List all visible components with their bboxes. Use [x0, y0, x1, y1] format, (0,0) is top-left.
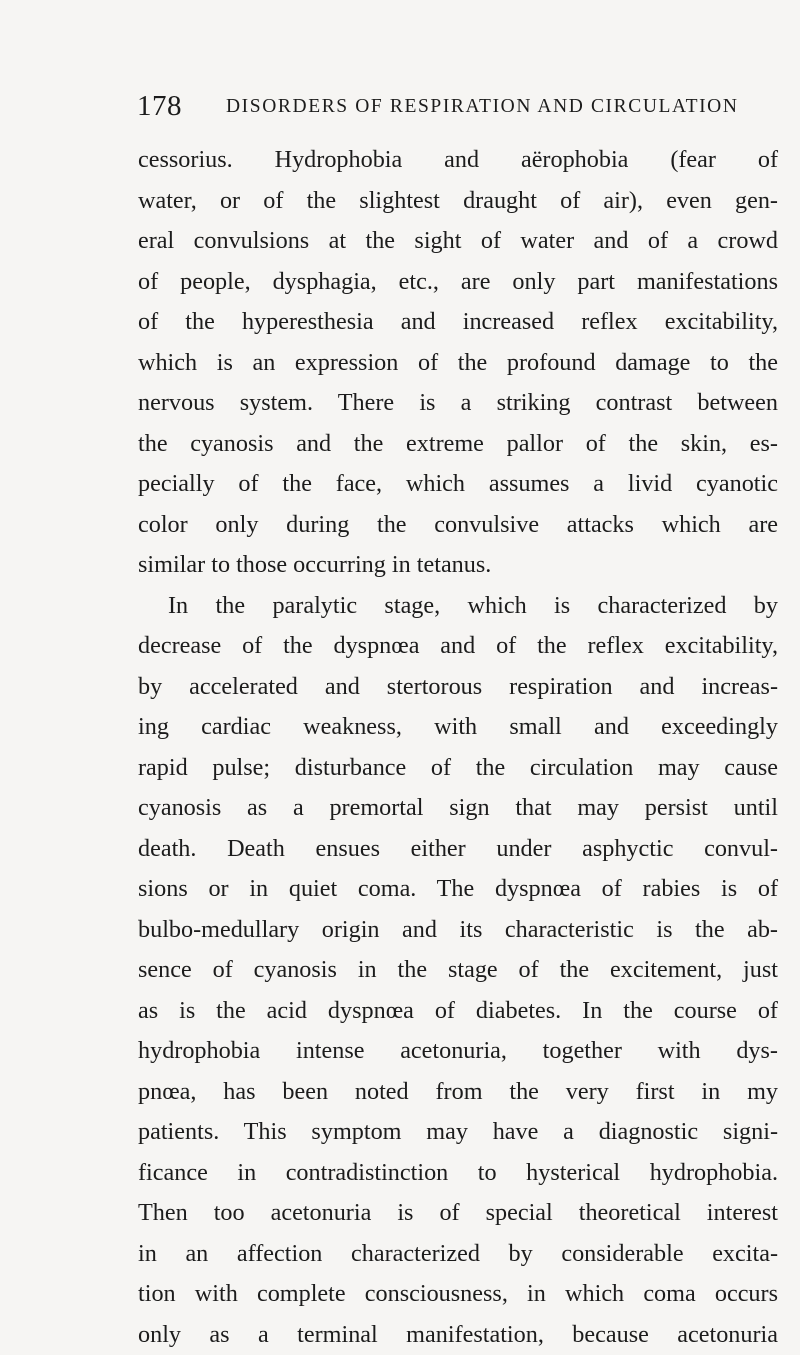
text-line: patients. This symptom may have a diagnostic signi- [138, 1112, 778, 1153]
text-line: water, or of the slightest draught of air), even gen- [138, 181, 778, 222]
text-line-paragraph-end: similar to those occurring in tetanus. [138, 545, 778, 586]
text-line: by accelerated and stertorous respiration and increas- [138, 667, 778, 708]
text-line: as is the acid dyspnœa of diabetes. In the course of [138, 991, 778, 1032]
text-line: only as a terminal manifestation, because acetonuria [138, 1315, 778, 1355]
text-line: Then too acetonuria is of special theoretical interest [138, 1193, 778, 1234]
text-line: sions or in quiet coma. The dyspnœa of rabies is of [138, 869, 778, 910]
text-line: eral convulsions at the sight of water and of a crowd [138, 221, 778, 262]
text-line: color only during the convulsive attacks which are [138, 505, 778, 546]
text-line: tion with complete consciousness, in which coma occurs [138, 1274, 778, 1315]
text-line: death. Death ensues either under asphyctic convul- [138, 829, 778, 870]
page-number: 178 [137, 88, 182, 124]
text-line: nervous system. There is a striking contrast between [138, 383, 778, 424]
text-line: bulbo-medullary origin and its characteristic is the ab- [138, 910, 778, 951]
text-line: pecially of the face, which assumes a livid cyanotic [138, 464, 778, 505]
text-line: which is an expression of the profound damage to the [138, 343, 778, 384]
text-line: cessorius. Hydrophobia and aërophobia (fear of [138, 140, 778, 181]
text-line: of people, dysphagia, etc., are only part manifestations [138, 262, 778, 303]
text-line: ficance in contradistinction to hysterical hydrophobia. [138, 1153, 778, 1194]
body-text [138, 140, 778, 1355]
text-line: ing cardiac weakness, with small and exceedingly [138, 707, 778, 748]
running-head [137, 88, 757, 128]
text-line: cyanosis as a premortal sign that may persist until [138, 788, 778, 829]
text-line: the cyanosis and the extreme pallor of the skin, es- [138, 424, 778, 465]
text-line: in an affection characterized by considerable excita- [138, 1234, 778, 1275]
running-title: DISORDERS OF RESPIRATION AND CIRCULATION [226, 95, 739, 119]
text-line: sence of cyanosis in the stage of the excitement, just [138, 950, 778, 991]
text-line: rapid pulse; disturbance of the circulation may cause [138, 748, 778, 789]
text-line: hydrophobia intense acetonuria, together with dys- [138, 1031, 778, 1072]
text-line: of the hyperesthesia and increased reflex excitability, [138, 302, 778, 343]
text-line: decrease of the dyspnœa and of the reflex excitability, [138, 626, 778, 667]
text-line: pnœa, has been noted from the very first in my [138, 1072, 778, 1113]
text-line-paragraph-start: In the paralytic stage, which is characterized by [138, 586, 778, 627]
